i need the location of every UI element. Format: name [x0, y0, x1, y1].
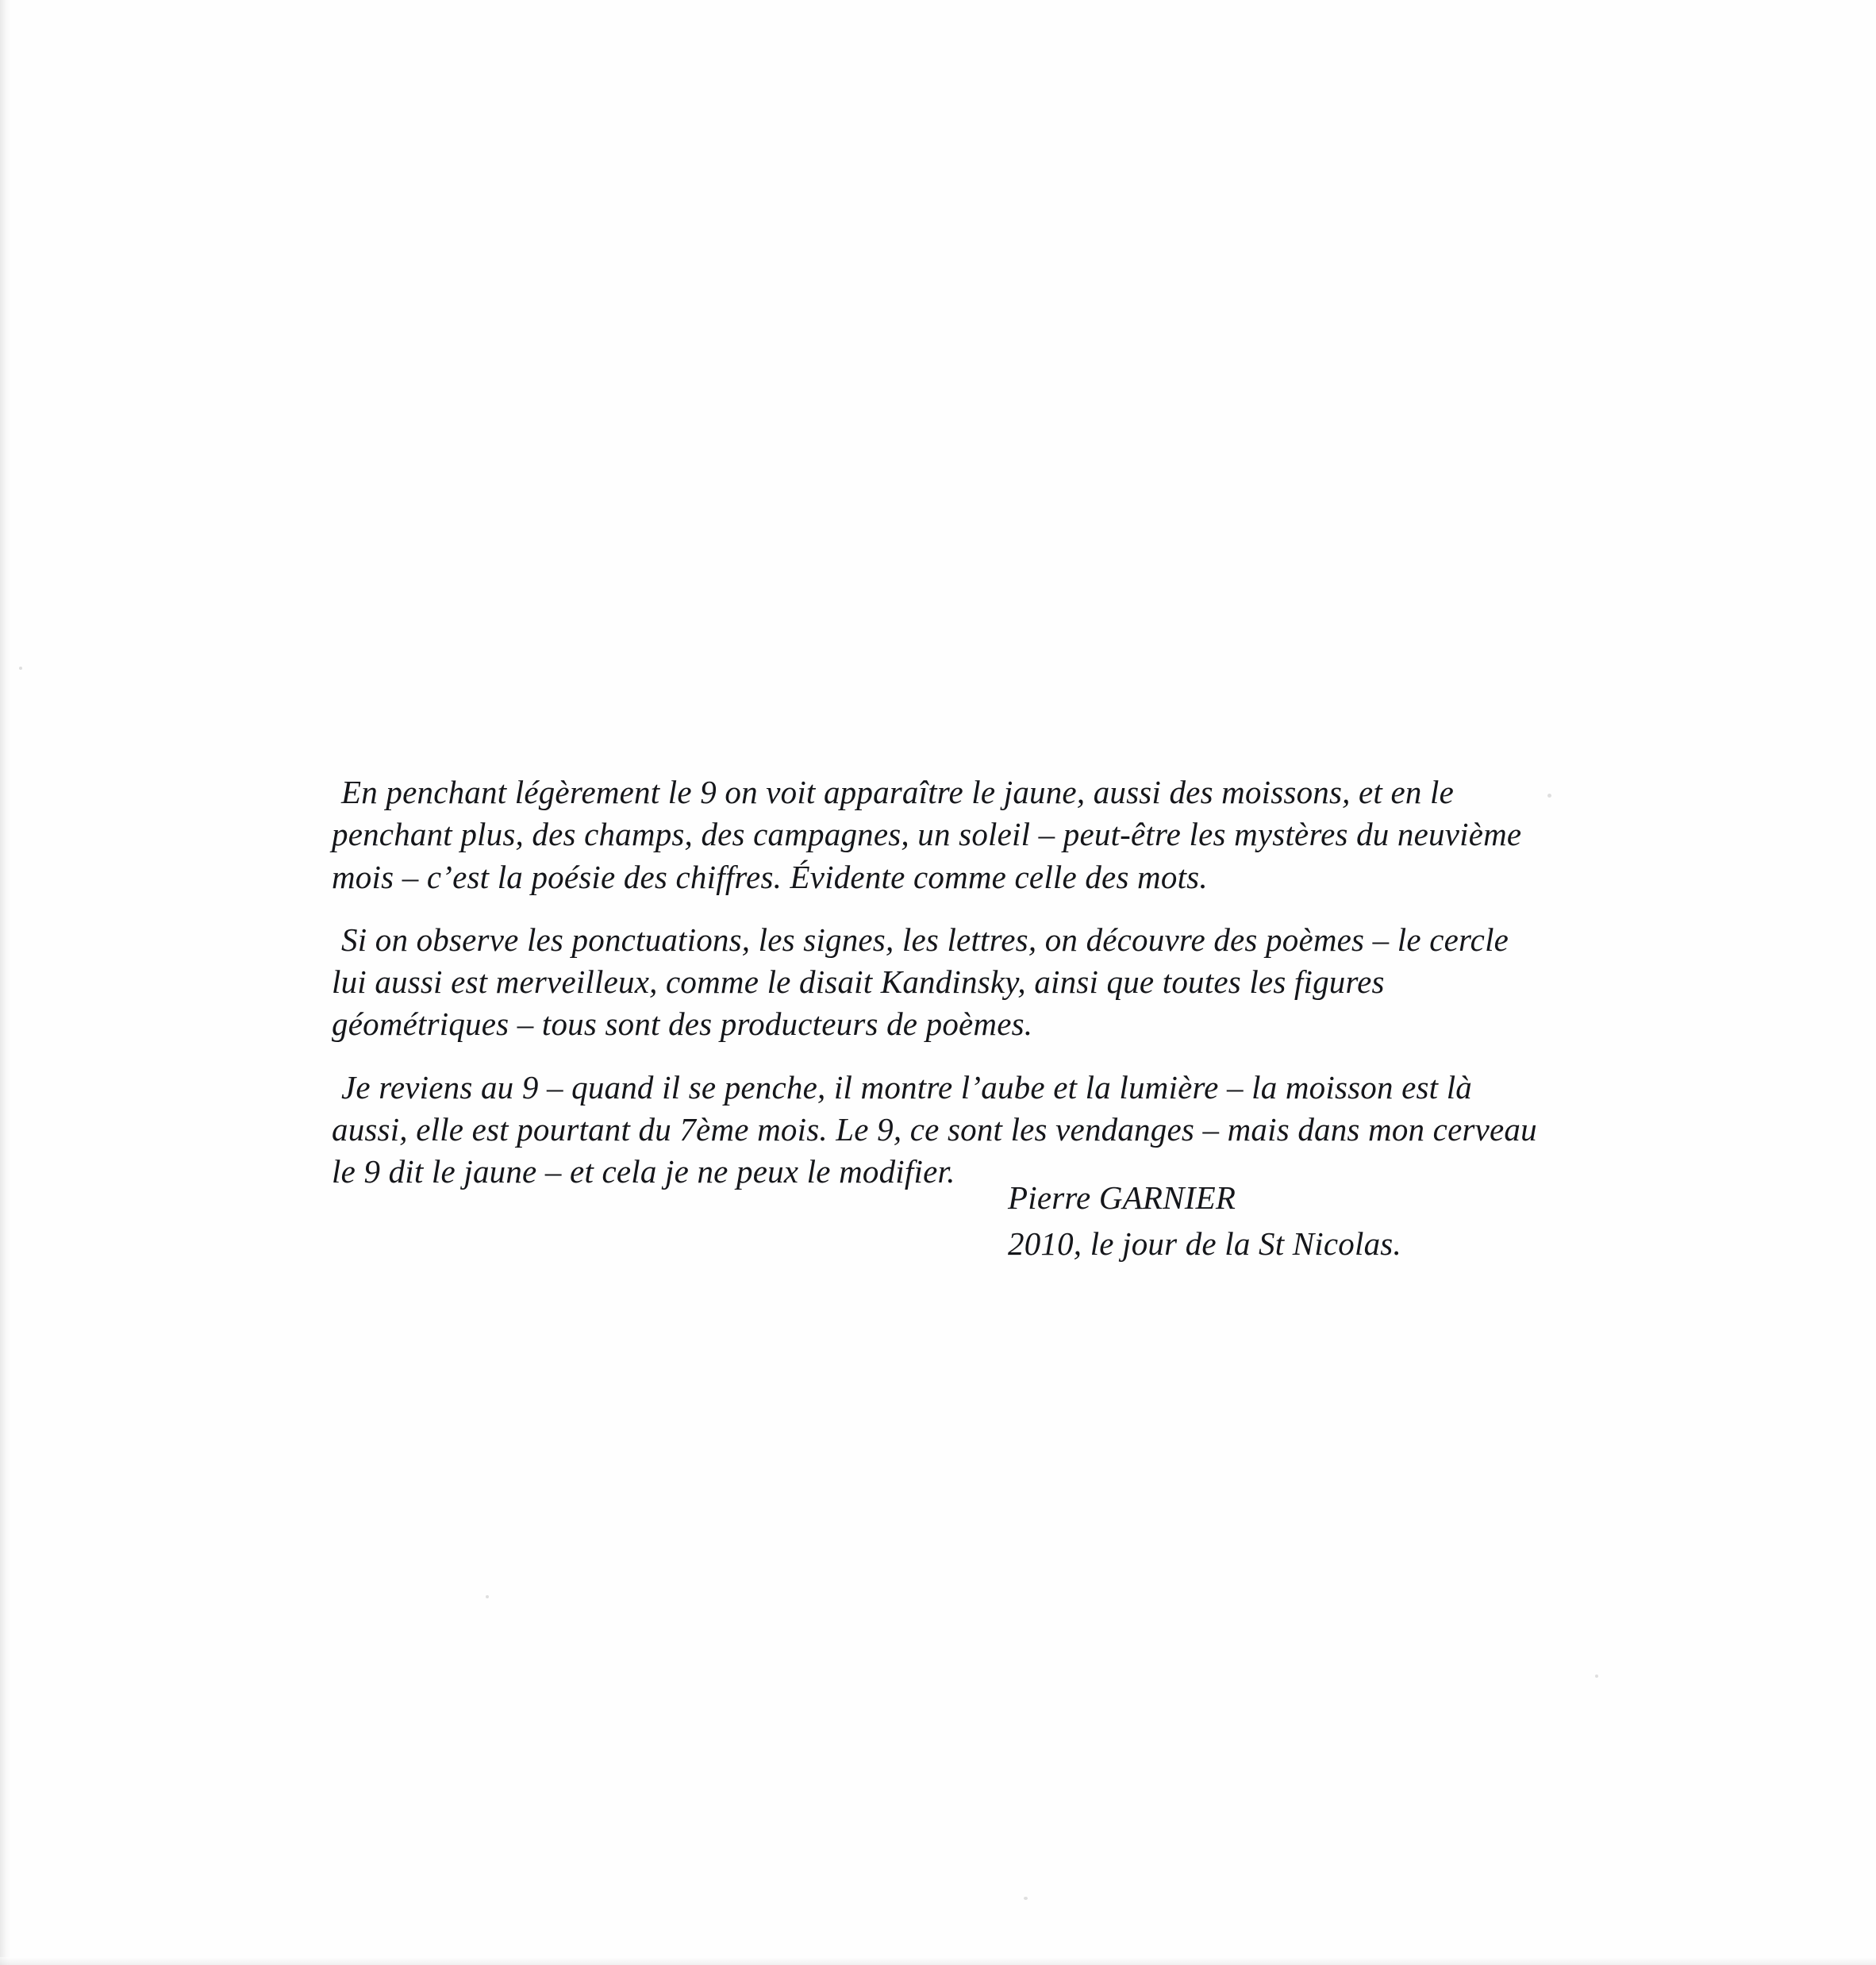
document-text-body: [332, 771, 1546, 1194]
scan-edge-shadow-bottom: [0, 1957, 1876, 1965]
signature-block: [1008, 1175, 1563, 1267]
paragraph-2: Si on observe les ponctuations, les signes, les lettres, on découvre des poèmes – le cercle lui aussi est merveilleux, comme le disait Kandinsky, ainsi que toutes les figures géométriques – tous sont des producteurs de poèmes.: [332, 921, 1509, 1043]
scan-speck: [1024, 1897, 1028, 1900]
scan-speck: [1595, 1675, 1598, 1678]
scan-edge-shadow-left: [0, 0, 11, 1965]
signature-author: Pierre GARNIER: [1008, 1179, 1236, 1216]
paragraph-1: En penchant légèrement le 9 on voit apparaître le jaune, aussi des moissons, et en le penchant plus, des champs, des campagnes, un soleil – peut-être les mystères du neuvième mois – c’est la poésie des chiffres. Évidente comme celle des mots.: [332, 774, 1522, 895]
scan-speck: [19, 667, 22, 670]
scan-speck: [486, 1595, 489, 1598]
signature-date: 2010, le jour de la St Nicolas.: [1008, 1225, 1401, 1263]
paragraph-3: Je reviens au 9 – quand il se penche, il montre l’aube et la lumière – la moisson est là aussi, elle est pourtant du 7ème mois. Le 9, ce sont les vendanges – mais dans mon cerveau le 9 dit le jaune – et cela je ne peux le modifier.: [332, 1068, 1537, 1190]
scan-speck: [1547, 794, 1551, 798]
